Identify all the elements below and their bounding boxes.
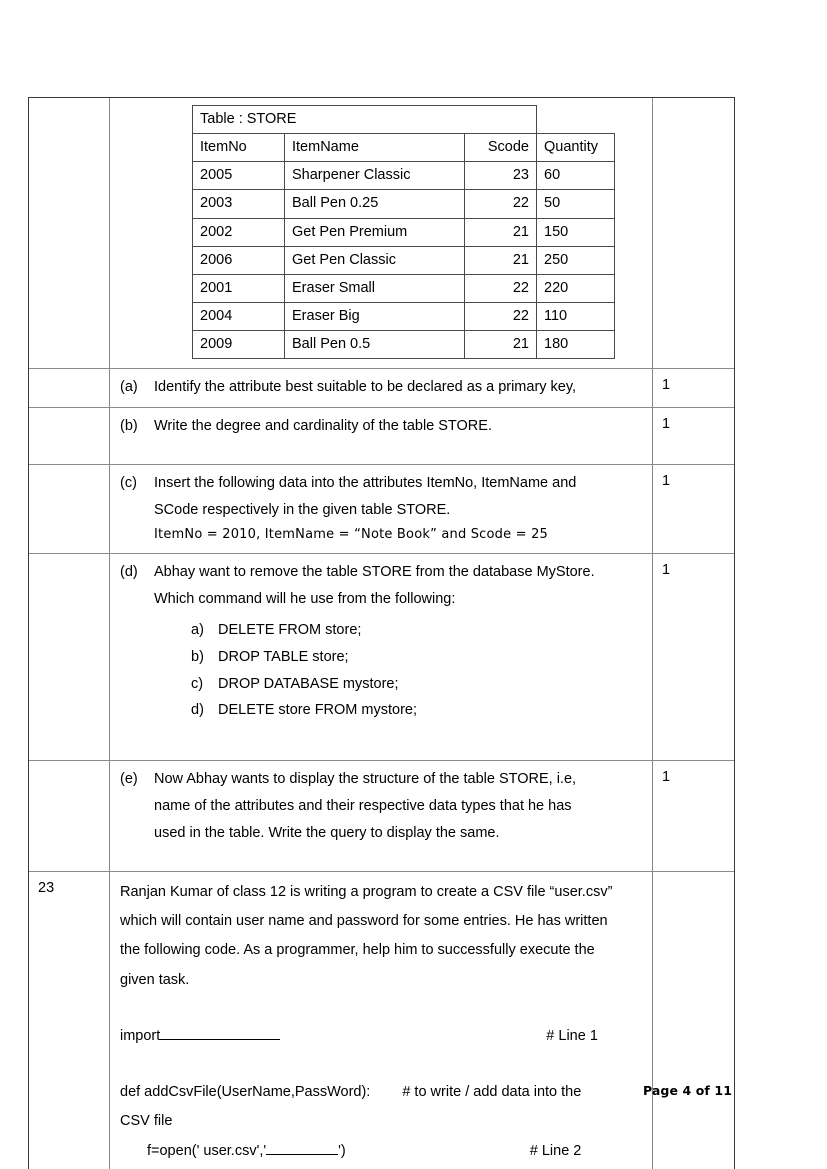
mcq-option-text: DROP TABLE store; — [218, 648, 349, 665]
cell-itemname: Get Pen Premium — [285, 218, 465, 246]
question-number-cell — [29, 369, 110, 407]
question-number-cell — [29, 761, 110, 870]
question-part-d-row — [29, 554, 734, 761]
code-line-def — [120, 1078, 642, 1107]
store-data-table — [192, 105, 615, 359]
cell-quantity: 50 — [537, 190, 615, 218]
import-blank[interactable] — [160, 1027, 280, 1040]
cell-scode: 23 — [465, 162, 537, 190]
cell-itemno: 2005 — [193, 162, 285, 190]
mcq-option[interactable] — [154, 697, 642, 724]
mcq-option-letter: c) — [191, 675, 204, 692]
store-table-cell — [110, 98, 653, 368]
question-number-cell — [29, 408, 110, 464]
part-a-text: Identify the attribute best suitable to be declared as a primary key, — [154, 379, 577, 396]
question-part-e-row — [29, 761, 734, 871]
question-23-number: 23 — [29, 872, 110, 1169]
part-e-line3: used in the table. Write the query to display the same. — [154, 824, 500, 841]
open-mode-blank[interactable] — [266, 1142, 338, 1155]
part-b-text: Write the degree and cardinality of the table STORE. — [154, 417, 492, 434]
store-table-title: Table : STORE — [193, 106, 537, 134]
import-keyword: import — [120, 1027, 161, 1044]
cell-itemname: Ball Pen 0.5 — [285, 331, 465, 359]
question-frame — [28, 97, 735, 1169]
q23-intro-line2: which will contain user name and password for some entries. He has written — [120, 913, 608, 930]
page-footer — [643, 1083, 732, 1098]
part-d-line2: Which command will he use from the following: — [154, 591, 456, 608]
mcq-option-text: DELETE FROM store; — [218, 622, 362, 639]
cell-itemname: Eraser Small — [285, 274, 465, 302]
question-part-d-body — [110, 554, 653, 760]
q23-intro-line4: given task. — [120, 971, 190, 988]
def-comment: # to write / add data into the — [402, 1084, 582, 1101]
q23-intro-line1: Ranjan Kumar of class 12 is writing a program to create a CSV file “user.csv” — [120, 883, 613, 900]
cell-scode: 22 — [465, 190, 537, 218]
table-row — [193, 190, 615, 218]
mcq-option-letter: d) — [191, 702, 204, 719]
open-statement-prefix: f=open(' user.csv',' — [147, 1142, 267, 1159]
cell-itemname: Ball Pen 0.25 — [285, 190, 465, 218]
cell-itemno: 2003 — [193, 190, 285, 218]
part-b-label: (b) — [120, 417, 138, 434]
cell-scode: 22 — [465, 274, 537, 302]
part-b-marks: 1 — [662, 415, 671, 432]
cell-scode: 21 — [465, 331, 537, 359]
cell-itemno: 2006 — [193, 246, 285, 274]
question-number-cell — [29, 554, 110, 760]
mcq-option-letter: a) — [191, 622, 204, 639]
cell-itemno: 2002 — [193, 218, 285, 246]
question-part-a-body — [110, 369, 653, 407]
question-number-cell — [29, 465, 110, 554]
part-d-marks: 1 — [662, 562, 671, 579]
question-part-e-body — [110, 761, 653, 870]
table-row — [193, 331, 615, 359]
cell-quantity: 220 — [537, 274, 615, 302]
store-title-row — [193, 106, 615, 134]
cell-quantity: 250 — [537, 246, 615, 274]
question-part-b-body — [110, 408, 653, 464]
table-row — [193, 162, 615, 190]
column-header-scode: Scode — [465, 134, 537, 162]
column-header-itemname: ItemName — [285, 134, 465, 162]
table-row — [193, 218, 615, 246]
part-c-line2: SCode respectively in the given table STORE. — [154, 501, 451, 518]
mcq-option[interactable] — [154, 644, 642, 671]
cell-scode: 21 — [465, 218, 537, 246]
code-line-import — [120, 1022, 642, 1051]
part-c-line1: Insert the following data into the attributes ItemNo, ItemName and — [154, 474, 577, 491]
cell-scode: 22 — [465, 302, 537, 330]
store-header-row — [193, 134, 615, 162]
question-number-cell — [29, 98, 110, 368]
part-a-label: (a) — [120, 379, 138, 396]
mcq-option-text: DROP DATABASE mystore; — [218, 675, 399, 692]
cell-scode: 21 — [465, 246, 537, 274]
code-line-open — [120, 1137, 642, 1166]
q23-intro-line3: the following code. As a programmer, help him to successfully execute the — [120, 942, 595, 959]
part-e-marks: 1 — [662, 769, 671, 786]
cell-quantity: 60 — [537, 162, 615, 190]
column-header-itemno: ItemNo — [193, 134, 285, 162]
question-23-marks — [653, 872, 734, 1169]
cell-quantity: 150 — [537, 218, 615, 246]
part-a-marks: 1 — [662, 377, 671, 394]
marks-cell-empty — [653, 98, 734, 368]
mcq-option-letter: b) — [191, 648, 204, 665]
question-23-row — [29, 872, 734, 1169]
footer-text: Page 4 of 11 — [642, 1083, 732, 1098]
code-spacer — [120, 1051, 642, 1078]
mcq-option[interactable] — [154, 671, 642, 698]
part-d-line1: Abhay want to remove the table STORE from the database MyStore. — [154, 564, 595, 581]
part-d-label: (d) — [120, 564, 138, 581]
question-part-a-row — [29, 369, 734, 408]
mcq-option-text: DELETE store FROM mystore; — [218, 702, 418, 719]
cell-quantity: 180 — [537, 331, 615, 359]
cell-itemno: 2009 — [193, 331, 285, 359]
part-c-insert-values: ItemNo = 2010, ItemName = “Note Book” and Scode = 25 — [154, 527, 549, 543]
def-statement: def addCsvFile(UserName,PassWord): — [120, 1084, 371, 1101]
open-comment: # Line 2 — [529, 1142, 582, 1159]
question-part-c-row — [29, 465, 734, 555]
part-e-line1: Now Abhay wants to display the structure of the table STORE, i.e, — [154, 771, 577, 788]
import-comment: # Line 1 — [546, 1027, 598, 1044]
part-c-label: (c) — [120, 474, 137, 491]
part-d-options-list — [154, 617, 642, 724]
part-c-marks: 1 — [662, 472, 671, 489]
question-part-c-body — [110, 465, 653, 554]
cell-itemname: Eraser Big — [285, 302, 465, 330]
cell-quantity: 110 — [537, 302, 615, 330]
cell-itemname: Get Pen Classic — [285, 246, 465, 274]
table-row — [193, 302, 615, 330]
part-e-label: (e) — [120, 771, 138, 788]
code-spacer — [120, 995, 642, 1022]
cell-itemno: 2001 — [193, 274, 285, 302]
def-comment-wrap: CSV file — [120, 1113, 173, 1130]
table-row — [193, 274, 615, 302]
column-header-quantity: Quantity — [537, 134, 615, 162]
cell-itemno: 2004 — [193, 302, 285, 330]
question-part-b-row — [29, 408, 734, 465]
cell-itemname: Sharpener Classic — [285, 162, 465, 190]
table-row — [193, 246, 615, 274]
question-23-body — [110, 872, 653, 1169]
part-e-line2: name of the attributes and their respective data types that he has — [154, 798, 572, 815]
open-statement-suffix: ') — [338, 1142, 346, 1159]
store-table-row — [29, 98, 734, 369]
mcq-option[interactable] — [154, 617, 642, 644]
